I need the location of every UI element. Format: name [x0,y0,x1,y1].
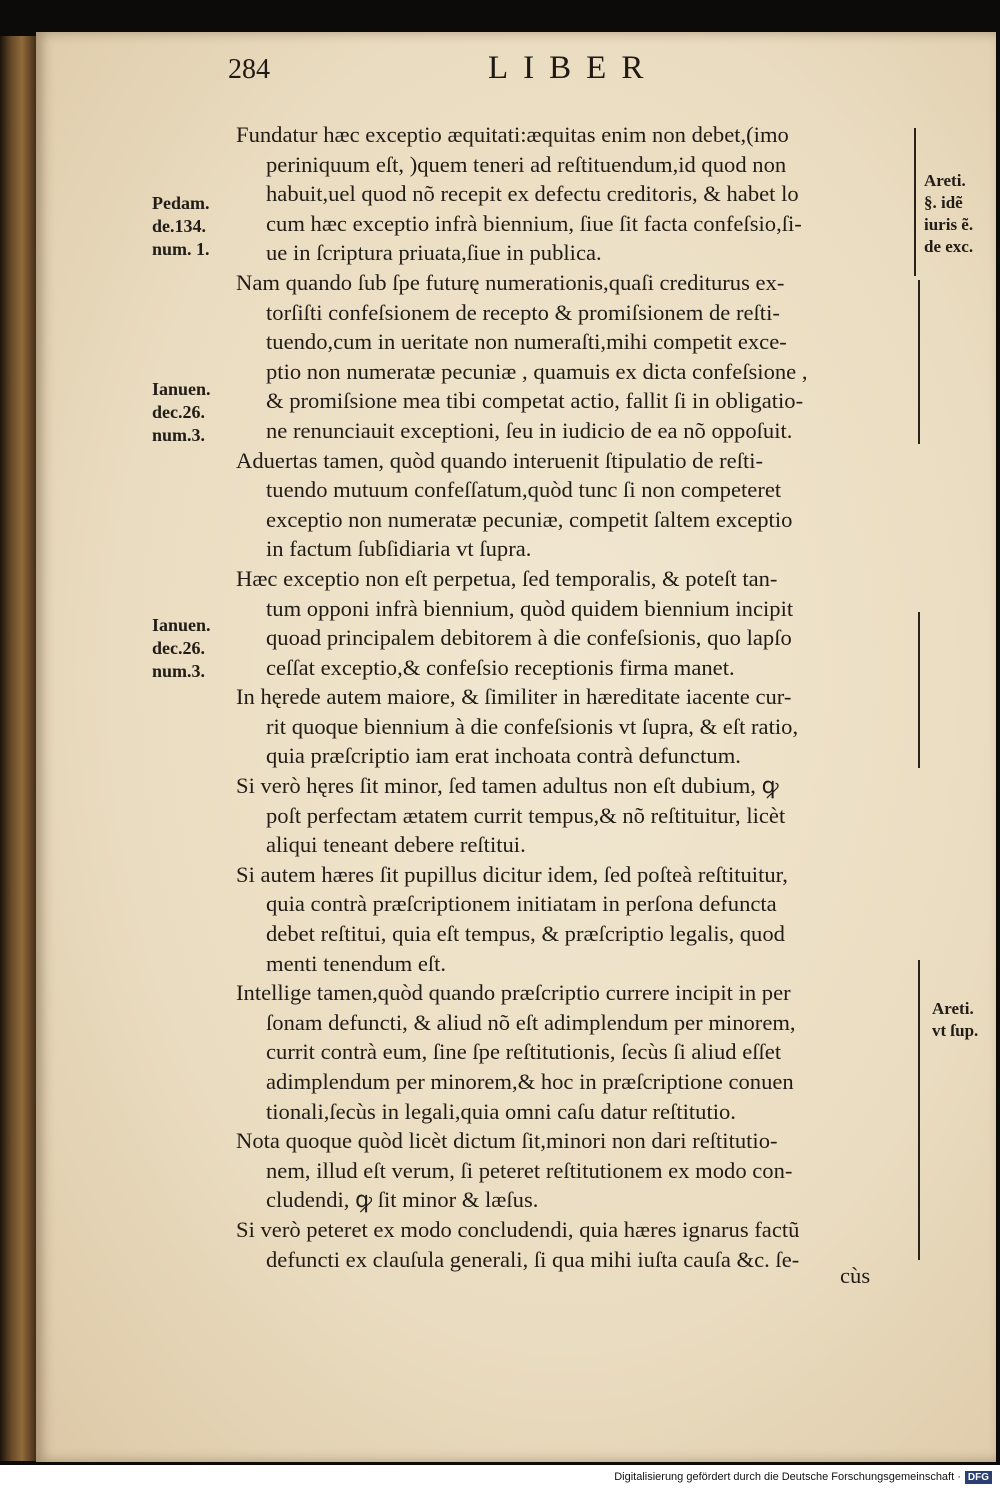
text-line: Si autem hæres ſit pupillus dicitur idem, ſed poſteà reſtituitur, [236,861,788,887]
margin-bracket [918,612,920,768]
text-line: defuncti ex clauſula generali, ſi qua mihi iuſta cauſa &c. ſe- [266,1246,800,1272]
text-line: adimplendum per minorem,& hoc in præſcriptione conuen [266,1069,794,1094]
text-line: cum hæc exceptio infrà biennium, ſiue ſit facta confeſsio,ſi- [266,210,802,236]
text-line: nem, illud eſt verum, ſi peteret reſtitutionem ex modo con- [266,1157,793,1183]
margin-line: Areti. [932,999,974,1018]
margin-bracket [914,128,916,276]
text-line: periniquum eſt, )quem teneri ad reſtituendum,id quod non [266,151,787,177]
margin-line: Pedam. [152,193,210,213]
margin-line: Areti. [924,171,966,190]
paragraph-4 [232,564,907,682]
margin-line: dec.26. [152,402,205,422]
margin-line: vt ſup. [932,1021,979,1040]
text-line: Nam quando ſub ſpe futurę numerationis,quaſi crediturus ex- [236,269,785,295]
text-line: exceptio non numeratæ pecuniæ, competit ſaltem exceptio [266,506,793,532]
text-line: menti tenendum eſt. [266,950,447,976]
text-line: Nota quoque quòd licèt dictum ſit,minori non dari reſtitutio- [236,1128,778,1154]
text-line: currit contrà eum, ſine ſpe reſtitutionis, ſecùs ſi aliud eſſet [266,1039,782,1065]
paragraph-6 [232,771,907,860]
text-line: rit quoque biennium à die confeſsionis vt ſupra, & eſt ratio, [266,713,799,739]
footer-credit-bar [0,1465,1000,1489]
margin-line: §. idẽ [924,193,963,212]
margin-line: iuris ẽ. [924,215,974,234]
margin-line: num.3. [152,425,206,445]
dfg-logo-icon: DFG [965,1471,992,1484]
text-line: cludendi, ꝙ ſit minor & læſus. [266,1187,539,1213]
text-line: quia contrà præſcriptionem initiatam in perſona defuncta [266,891,777,917]
text-line: Hæc exceptio non eſt perpetua, ſed temporalis, & poteſt tan- [236,565,778,591]
margin-line: Ianuen. [152,615,211,635]
text-line: quoad principalem debitorem à die confeſsionis, quo lapſo [266,625,792,651]
left-margin-note-2 [152,378,211,447]
left-margin-note-3 [152,614,211,683]
paragraph-5 [232,682,907,771]
margin-bracket [918,960,920,1260]
paragraph-1 [232,120,907,268]
paragraph-10 [232,1215,907,1274]
text-line: In hęrede autem maiore, & ſimiliter in hæreditate iacente cur- [236,684,792,710]
margin-line: Ianuen. [152,379,211,399]
margin-bracket [918,280,920,444]
text-line: tum opponi infrà biennium, quòd quidem biennium incipit [266,595,794,621]
funding-credit: Digitalisierung gefördert durch die Deutsche Forschungsgemeinschaft · [614,1471,961,1483]
paragraph-2 [232,268,907,446]
paragraph-3 [232,446,907,564]
text-line: quia præſcriptio iam erat inchoata contrà defunctum. [266,743,741,769]
text-line: tionali,ſecùs in legali,quia omni caſu datur reſtitutio. [266,1098,736,1124]
text-line: tuendo,cum in ueritate non numeraſti,mihi competit exce- [266,329,787,355]
text-line: ceſſat exceptio,& confeſsio receptionis firma manet. [266,654,735,680]
text-line: tuendo mutuum confeſſatum,quòd tunc ſi non competeret [266,477,782,503]
right-margin-note-1 [924,170,973,258]
text-line: poſt perfectam ætatem currit tempus,& nõ reſtituitur, licèt [266,802,786,828]
text-line: aliqui teneant debere reſtitui. [266,832,526,858]
book-spine-edge [0,36,40,1461]
text-line: debet reſtitui, quia eſt tempus, & præſcriptio legalis, quod [266,921,785,947]
margin-line: num. 1. [152,239,210,259]
text-line: & promiſsione mea tibi competat actio, fallit ſi in obligatio- [266,388,804,414]
left-margin-note-1 [152,192,210,261]
catchword: cùs [840,1263,871,1288]
paragraph-7 [232,860,907,978]
margin-line: de exc. [924,237,974,256]
text-line: ſonam defuncti, & aliud nõ eſt adimplendum per minorem, [266,1009,796,1035]
text-line: ue in ſcriptura priuata,ſiue in publica. [266,240,602,266]
text-line: Aduertas tamen, quòd quando interuenit ſtipulatio de reſti- [236,447,764,473]
page-number: 284 [228,54,270,85]
text-line: Si verò peteret ex modo concludendi, quia hæres ignarus factũ [236,1216,800,1242]
text-line: ptio non numeratæ pecuniæ , quamuis ex dicta confeſsione , [266,358,808,384]
text-line: Si verò hęres ſit minor, ſed tamen adultus non eſt dubium, ꝙ [236,773,779,799]
running-head: LIBER [488,50,659,86]
paragraph-9 [232,1126,907,1215]
text-line: torſiſti confeſsionem de recepto & promiſsionem de reſti- [266,299,780,325]
text-line: Fundatur hæc exceptio æquitati:æquitas enim non debet,(imo [236,122,789,147]
margin-line: de.134. [152,216,206,236]
paragraph-8 [232,978,907,1126]
right-margin-note-2 [932,998,978,1042]
text-line: habuit,uel quod nõ recepit ex defectu creditoris, & habet lo [266,181,799,207]
text-line: ne renunciauit exceptioni, ſeu in iudicio de ea nõ oppoſuit. [266,417,793,443]
text-line: Intellige tamen,quòd quando præſcriptio currere incipit in per [236,980,791,1006]
margin-line: num.3. [152,661,206,681]
margin-line: dec.26. [152,638,205,658]
main-text-block [232,120,907,1274]
text-line: in factum ſubſidiaria vt ſupra. [266,536,532,562]
